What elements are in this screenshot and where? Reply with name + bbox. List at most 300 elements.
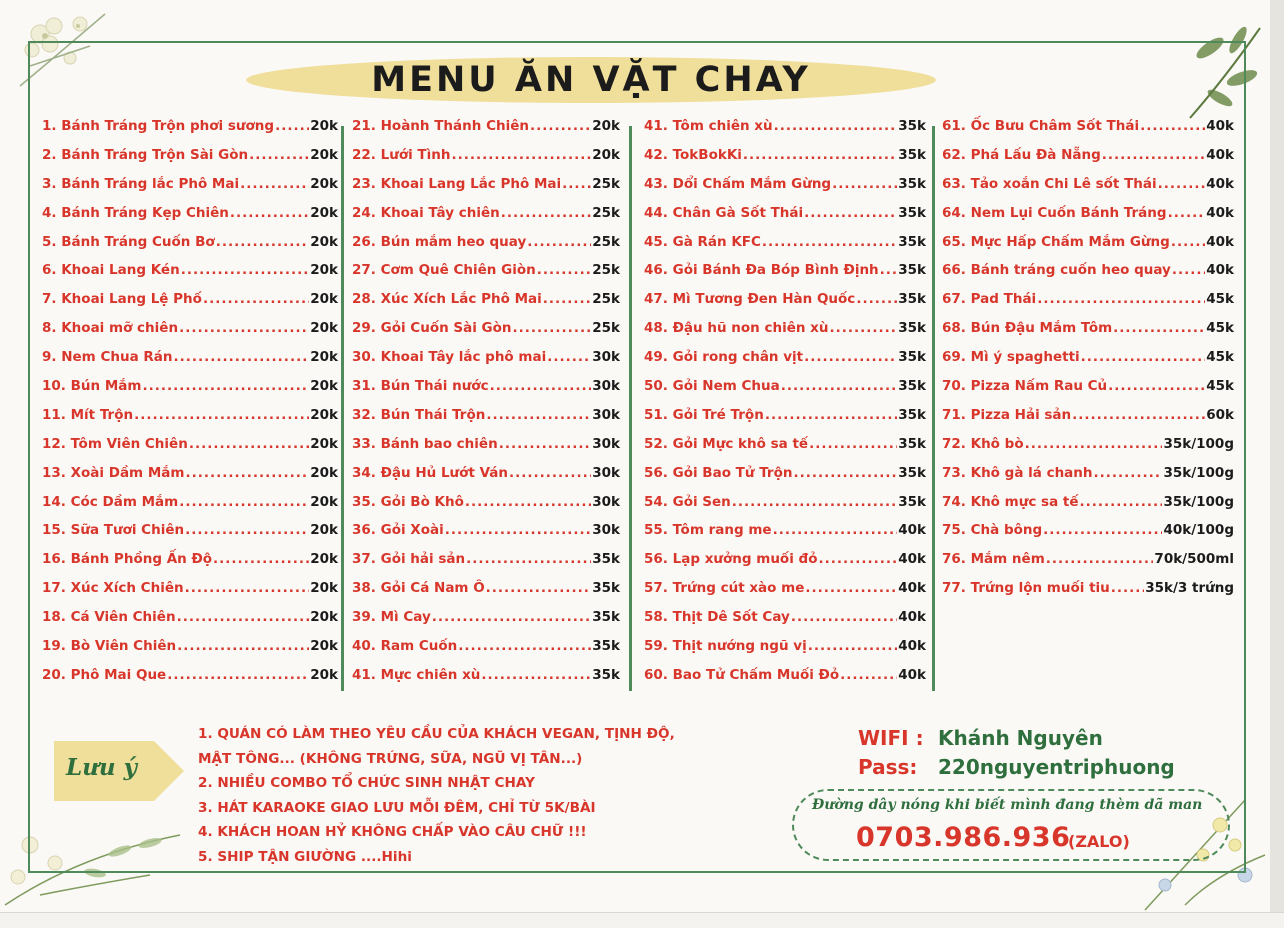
menu-item-name: 23. Khoai Lang Lắc Phô Mai (352, 175, 562, 192)
menu-item-price: 30k (592, 349, 620, 366)
menu-item-price: 40k (898, 666, 926, 683)
menu-item (942, 465, 1234, 494)
menu-item (942, 262, 1234, 291)
menu-item-name: 30. Khoai Tây lắc phô mai (352, 349, 547, 366)
menu-item-price: 35k (898, 464, 926, 481)
menu-item-price: 20k (310, 493, 338, 510)
menu-item-name: 58. Thịt Dê Sốt Cay (644, 609, 790, 626)
menu-item-name: 35. Gỏi Bò Khô (352, 493, 464, 510)
menu-item-name: 29. Gỏi Cuốn Sài Gòn (352, 320, 512, 337)
menu-item-name: 12. Tôm Viên Chiên (42, 435, 188, 452)
menu-item (42, 176, 338, 205)
menu-item-leader (185, 580, 310, 596)
menu-item (352, 580, 620, 609)
menu-item-price: 20k (310, 291, 338, 308)
menu-item (352, 494, 620, 523)
menu-item (352, 609, 620, 638)
menu-item-leader (213, 551, 309, 567)
menu-item (644, 147, 926, 176)
menu-item-leader (174, 349, 310, 365)
menu-item-name: 66. Bánh tráng cuốn heo quay (942, 262, 1171, 279)
menu-item-leader (1037, 291, 1205, 307)
menu-column-4 (942, 118, 1234, 609)
menu-item (352, 522, 620, 551)
wifi-name: Khánh Nguyên (938, 726, 1103, 750)
menu-item-leader (562, 176, 591, 192)
note-item: 4. KHÁCH HOAN HỶ KHÔNG CHẤP VÀO CÂU CHỮ !!! (198, 824, 587, 840)
menu-item-leader (185, 465, 309, 481)
menu-item (644, 667, 926, 696)
menu-item-leader (1072, 407, 1205, 423)
menu-item (644, 494, 926, 523)
menu-item-name: 31. Bún Thái nước (352, 378, 489, 395)
menu-item-leader (537, 262, 592, 278)
menu-item-price: 20k (310, 146, 338, 163)
menu-item (352, 378, 620, 407)
hotline-phone: 0703.986.936 (856, 822, 1071, 853)
menu-item-leader (1025, 436, 1163, 452)
menu-item (644, 378, 926, 407)
menu-item-price: 20k (592, 146, 620, 163)
menu-item-leader (1168, 205, 1206, 221)
menu-item (644, 407, 926, 436)
menu-item-price: 25k (592, 291, 620, 308)
menu-item (942, 234, 1234, 263)
menu-item-name: 14. Cóc Dầm Mắm (42, 493, 179, 510)
menu-item-leader (230, 205, 309, 221)
menu-item-leader (1172, 262, 1205, 278)
menu-item-price: 20k (310, 262, 338, 279)
menu-item-leader (185, 522, 309, 538)
menu-item-leader (762, 234, 897, 250)
menu-item-name: 62. Phá Lấu Đà Nẵng (942, 146, 1101, 163)
menu-item-name: 45. Gà Rán KFC (644, 233, 761, 250)
menu-item-name: 40. Ram Cuốn (352, 638, 458, 655)
menu-item-leader (743, 147, 897, 163)
menu-item-leader (781, 378, 897, 394)
note-item: 1. QUÁN CÓ LÀM THEO YÊU CẦU CỦA KHÁCH VEGAN, TỊNH ĐỘ, (198, 726, 675, 742)
menu-item (644, 609, 926, 638)
menu-item-name: 72. Khô bò (942, 435, 1024, 452)
menu-item-price: 30k (592, 522, 620, 539)
menu-item-leader (527, 234, 591, 250)
menu-item (942, 176, 1234, 205)
menu-item-leader (1043, 522, 1162, 538)
wifi-password: 220nguyentriphuong (938, 755, 1175, 779)
menu-item (42, 320, 338, 349)
menu-item-price: 40k/100g (1163, 522, 1234, 539)
menu-item (42, 551, 338, 580)
wifi-info (858, 724, 1175, 782)
menu-item-price: 20k (310, 522, 338, 539)
menu-item-name: 69. Mì ý spaghetti (942, 349, 1080, 366)
menu-item-name: 10. Bún Mắm (42, 378, 142, 395)
menu-item-price: 25k (592, 175, 620, 192)
menu-item (352, 551, 620, 580)
menu-item-leader (216, 234, 310, 250)
menu-item-name: 2. Bánh Tráng Trộn Sài Gòn (42, 146, 249, 163)
menu-item (942, 551, 1234, 580)
menu-item-leader (804, 349, 897, 365)
menu-item-price: 70k/500ml (1154, 551, 1234, 568)
menu-item-price: 20k (310, 464, 338, 481)
menu-item-name: 11. Mít Trộn (42, 406, 134, 423)
menu-item-leader (805, 580, 897, 596)
menu-item-leader (773, 522, 898, 538)
menu-item-leader (1081, 349, 1206, 365)
menu-item-price: 20k (310, 666, 338, 683)
menu-item (42, 262, 338, 291)
menu-item-name: 9. Nem Chua Rán (42, 349, 173, 366)
menu-item-leader (513, 320, 592, 336)
menu-item-name: 43. Dổi Chấm Mắm Gừng (644, 175, 832, 192)
menu-item (352, 465, 620, 494)
menu-item-name: 26. Bún mắm heo quay (352, 233, 527, 250)
menu-item (42, 118, 338, 147)
menu-item-leader (240, 176, 309, 192)
menu-item (644, 118, 926, 147)
menu-item-name: 44. Chân Gà Sốt Thái (644, 204, 804, 221)
menu-item-leader (203, 291, 309, 307)
menu-item-leader (530, 118, 591, 134)
menu-item-leader (774, 118, 898, 134)
note-item: 5. SHIP TẬN GIƯỜNG ....Hihi (198, 848, 412, 865)
menu-item-name: 1. Bánh Tráng Trộn phơi sương (42, 118, 275, 134)
menu-item-price: 35k (898, 233, 926, 250)
menu-column-2 (352, 118, 620, 696)
menu-item (42, 147, 338, 176)
menu-item-price: 35k (898, 262, 926, 279)
column-divider (932, 126, 935, 691)
menu-item-name: 74. Khô mực sa tế (942, 493, 1079, 510)
menu-item-name: 49. Gỏi rong chân vịt (644, 349, 804, 366)
menu-item-price: 45k (1206, 320, 1234, 337)
page-bottom-strip (0, 912, 1284, 928)
menu-item-leader (509, 465, 591, 481)
menu-item-name: 33. Bánh bao chiên (352, 435, 498, 452)
menu-item (942, 378, 1234, 407)
menu-item-price: 35k (592, 666, 620, 683)
menu-item-leader (167, 667, 309, 683)
menu-item (352, 320, 620, 349)
menu-item-price: 20k (310, 118, 338, 134)
note-item: MẬT TÔNG... (KHÔNG TRỨNG, SỮA, NGŨ VỊ TÂN...) (198, 750, 583, 767)
menu-item-name: 5. Bánh Tráng Cuốn Bơ (42, 233, 215, 250)
menu-item (352, 176, 620, 205)
menu-item-price: 35k (898, 435, 926, 452)
menu-item (644, 580, 926, 609)
menu-item-price: 20k (310, 435, 338, 452)
menu-item-leader (840, 667, 897, 683)
menu-item-name: 4. Bánh Tráng Kẹp Chiên (42, 204, 229, 221)
menu-item-price: 40k (898, 522, 926, 539)
menu-item-price: 20k (310, 320, 338, 337)
menu-item (942, 349, 1234, 378)
menu-item (644, 320, 926, 349)
menu-item (352, 234, 620, 263)
menu-item-price: 30k (592, 493, 620, 510)
menu-item-price: 35k (592, 609, 620, 626)
hotline-zalo: (ZALO) (1068, 832, 1130, 851)
menu-item (942, 291, 1234, 320)
menu-item-price: 20k (310, 638, 338, 655)
menu-item-leader (1108, 378, 1205, 394)
menu-item-leader (1046, 551, 1154, 567)
menu-item-leader (543, 291, 591, 307)
menu-item-price: 35k (898, 118, 926, 134)
menu-item-leader (189, 436, 309, 452)
menu-item-price: 30k (592, 406, 620, 423)
menu-item (42, 465, 338, 494)
wifi-pass-label: Pass: (858, 755, 918, 779)
menu-item-price: 40k (1206, 204, 1234, 221)
menu-item-name: 27. Cơm Quê Chiên Giòn (352, 262, 536, 279)
menu-item-price: 20k (310, 175, 338, 192)
menu-item-price: 40k (898, 638, 926, 655)
menu-item-leader (1080, 494, 1163, 510)
note-item: 3. HÁT KARAOKE GIAO LƯU MỖI ĐÊM, CHỈ TỪ 5K/BÀI (198, 799, 596, 816)
menu-item-leader (177, 609, 310, 625)
menu-item-price: 35k (898, 378, 926, 395)
page-title: MENU ĂN VẶT CHAY (371, 60, 811, 100)
menu-item-leader (765, 407, 897, 423)
menu-item-name: 19. Bò Viên Chiên (42, 638, 177, 655)
menu-item-leader (856, 291, 897, 307)
menu-item-name: 15. Sữa Tươi Chiên (42, 522, 185, 539)
menu-item-price: 20k (310, 378, 338, 395)
menu-item (42, 667, 338, 696)
menu-item-price: 60k (1206, 406, 1234, 423)
menu-item-name: 51. Gỏi Tré Trộn (644, 406, 764, 423)
menu-item-leader (1102, 147, 1205, 163)
menu-item-leader (177, 638, 309, 654)
menu-item-price: 35k/100g (1163, 435, 1234, 452)
menu-item (942, 407, 1234, 436)
menu-item-name: 55. Tôm rang me (644, 522, 772, 539)
menu-item-price: 20k (592, 118, 620, 134)
menu-item-price: 20k (310, 233, 338, 250)
menu-item-name: 48. Đậu hũ non chiên xù (644, 320, 829, 337)
menu-item (42, 349, 338, 378)
menu-item-price: 20k (310, 609, 338, 626)
menu-item-leader (1113, 320, 1205, 336)
menu-item-leader (499, 436, 592, 452)
menu-item (644, 262, 926, 291)
menu-item (942, 522, 1234, 551)
menu-item-name: 42. TokBokKi (644, 146, 742, 163)
menu-item-price: 40k (1206, 233, 1234, 250)
menu-item-price: 20k (310, 551, 338, 568)
menu-item-name: 68. Bún Đậu Mắm Tôm (942, 320, 1113, 337)
menu-item (942, 205, 1234, 234)
menu-item-leader (880, 262, 898, 278)
menu-item-price: 35k (592, 580, 620, 597)
menu-item-name: 41. Mực chiên xù (352, 666, 481, 683)
note-tag-label: Lưu ý (66, 754, 137, 781)
menu-item (942, 147, 1234, 176)
menu-item-price: 30k (592, 378, 620, 395)
menu-item-leader (179, 494, 309, 510)
menu-item-price: 35k (898, 493, 926, 510)
menu-item (644, 234, 926, 263)
menu-item-leader (465, 494, 591, 510)
menu-item-name: 32. Bún Thái Trộn (352, 406, 486, 423)
menu-item-name: 59. Thịt nướng ngũ vị (644, 638, 807, 655)
menu-item-price: 35k (898, 291, 926, 308)
menu-item-price: 35k (898, 320, 926, 337)
menu-item-price: 25k (592, 233, 620, 250)
menu-item-price: 35k/100g (1163, 493, 1234, 510)
menu-item-name: 39. Mì Cay (352, 609, 431, 626)
menu-item-leader (1158, 176, 1206, 192)
menu-item-price: 20k (310, 204, 338, 221)
menu-item-name: 75. Chà bông (942, 522, 1043, 539)
menu-item-price: 45k (1206, 349, 1234, 366)
menu-item (42, 205, 338, 234)
menu-item-price: 35k (898, 406, 926, 423)
menu-item-name: 37. Gỏi hải sản (352, 551, 466, 568)
menu-item-name: 34. Đậu Hủ Lướt Ván (352, 464, 509, 481)
menu-item-name: 56. Lạp xưởng muối đỏ (644, 551, 818, 568)
menu-item (352, 291, 620, 320)
menu-item-leader (791, 609, 897, 625)
menu-item-name: 21. Hoành Thánh Chiên (352, 118, 529, 134)
menu-item-name: 16. Bánh Phồng Ấn Độ (42, 551, 213, 568)
menu-item (352, 147, 620, 176)
menu-item-leader (445, 522, 592, 538)
menu-item (644, 349, 926, 378)
menu-item-leader (808, 638, 898, 654)
menu-item (352, 349, 620, 378)
menu-item (42, 609, 338, 638)
menu-item (942, 320, 1234, 349)
menu-item-leader (1171, 234, 1205, 250)
menu-item-leader (501, 205, 592, 221)
menu-item (942, 118, 1234, 147)
menu-item-price: 20k (310, 580, 338, 597)
menu-item-name: 47. Mì Tương Đen Hàn Quốc (644, 291, 856, 308)
menu-item-name: 71. Pizza Hải sản (942, 406, 1072, 423)
menu-item-leader (818, 551, 897, 567)
menu-item-name: 77. Trứng lộn muối tiu (942, 580, 1110, 597)
menu-item-name: 65. Mực Hấp Chấm Mắm Gừng (942, 233, 1170, 250)
menu-item (942, 494, 1234, 523)
menu-item (42, 580, 338, 609)
menu-item-price: 35k (898, 204, 926, 221)
menu-item (352, 638, 620, 667)
menu-item (644, 551, 926, 580)
menu-item-leader (1140, 118, 1205, 134)
menu-item-name: 13. Xoài Dầm Mắm (42, 464, 185, 481)
menu-item (352, 205, 620, 234)
menu-item (42, 291, 338, 320)
menu-item-price: 20k (310, 406, 338, 423)
menu-item-leader (804, 205, 897, 221)
menu-item-price: 40k (1206, 118, 1234, 134)
menu-item-name: 73. Khô gà lá chanh (942, 464, 1093, 481)
menu-item-name: 57. Trứng cút xào me (644, 580, 805, 597)
menu-item-leader (249, 147, 309, 163)
menu-item-name: 52. Gỏi Mực khô sa tế (644, 435, 809, 452)
menu-item (42, 638, 338, 667)
menu-item-name: 6. Khoai Lang Kén (42, 262, 180, 279)
menu-column-3 (644, 118, 926, 696)
menu-item-name: 56. Gỏi Bao Tử Trộn (644, 464, 793, 481)
menu-item-name: 64. Nem Lụi Cuốn Bánh Tráng (942, 204, 1167, 221)
menu-item-leader (481, 667, 591, 683)
menu-item-leader (275, 118, 309, 134)
menu-item-leader (458, 638, 591, 654)
menu-item-name: 38. Gỏi Cá Nam Ô (352, 580, 485, 597)
menu-item-price: 25k (592, 320, 620, 337)
menu-item (42, 494, 338, 523)
menu-item (644, 176, 926, 205)
menu-item-name: 17. Xúc Xích Chiên (42, 580, 184, 597)
menu-item-leader (179, 320, 309, 336)
menu-item (644, 436, 926, 465)
menu-item-price: 40k (898, 551, 926, 568)
menu-item-price: 40k (898, 609, 926, 626)
menu-item-name: 22. Lưới Tình (352, 146, 451, 163)
menu-item (42, 234, 338, 263)
menu-item-name: 28. Xúc Xích Lắc Phô Mai (352, 291, 542, 308)
menu-item-leader (142, 378, 309, 394)
menu-item-leader (452, 147, 592, 163)
menu-item-name: 61. Ốc Bưu Châm Sốt Thái (942, 118, 1140, 134)
menu-item-leader (732, 494, 897, 510)
menu-item-name: 3. Bánh Tráng lắc Phô Mai (42, 175, 240, 192)
menu-item-leader (486, 580, 592, 596)
menu-item-leader (432, 609, 591, 625)
menu-item-name: 70. Pizza Nấm Rau Củ (942, 378, 1108, 395)
menu-item-leader (1094, 465, 1163, 481)
menu-item (42, 522, 338, 551)
menu-item-name: 20. Phô Mai Que (42, 666, 167, 683)
menu-item-price: 40k (1206, 262, 1234, 279)
menu-item-price: 35k (898, 146, 926, 163)
menu-item-price: 35k (592, 551, 620, 568)
menu-item-price: 20k (310, 349, 338, 366)
menu-item-name: 60. Bao Tử Chấm Muối Đỏ (644, 666, 840, 683)
menu-item-leader (1111, 580, 1144, 596)
menu-item (42, 407, 338, 436)
menu-item (352, 407, 620, 436)
menu-item-leader (466, 551, 591, 567)
menu-column-1 (42, 118, 338, 696)
menu-item-leader (134, 407, 309, 423)
menu-item (644, 465, 926, 494)
menu-item-price: 40k (1206, 175, 1234, 192)
menu-item (352, 667, 620, 696)
menu-item-leader (809, 436, 897, 452)
menu-item-leader (486, 407, 591, 423)
menu-item-name: 67. Pad Thái (942, 291, 1037, 308)
menu-item (42, 436, 338, 465)
menu-item-name: 76. Mắm nêm (942, 551, 1045, 568)
menu-item (352, 436, 620, 465)
menu-item-name: 50. Gỏi Nem Chua (644, 378, 780, 395)
menu-item (644, 638, 926, 667)
menu-item-name: 24. Khoai Tây chiên (352, 204, 500, 221)
note-item: 2. NHIỀU COMBO TỔ CHỨC SINH NHẬT CHAY (198, 775, 535, 791)
menu-item-leader (832, 176, 897, 192)
menu-item-price: 45k (1206, 378, 1234, 395)
menu-item-name: 36. Gỏi Xoài (352, 522, 444, 539)
menu-item (352, 262, 620, 291)
menu-item-name: 63. Tảo xoắn Chi Lê sốt Thái (942, 175, 1157, 192)
column-divider (341, 126, 344, 691)
menu-item-leader (793, 465, 897, 481)
